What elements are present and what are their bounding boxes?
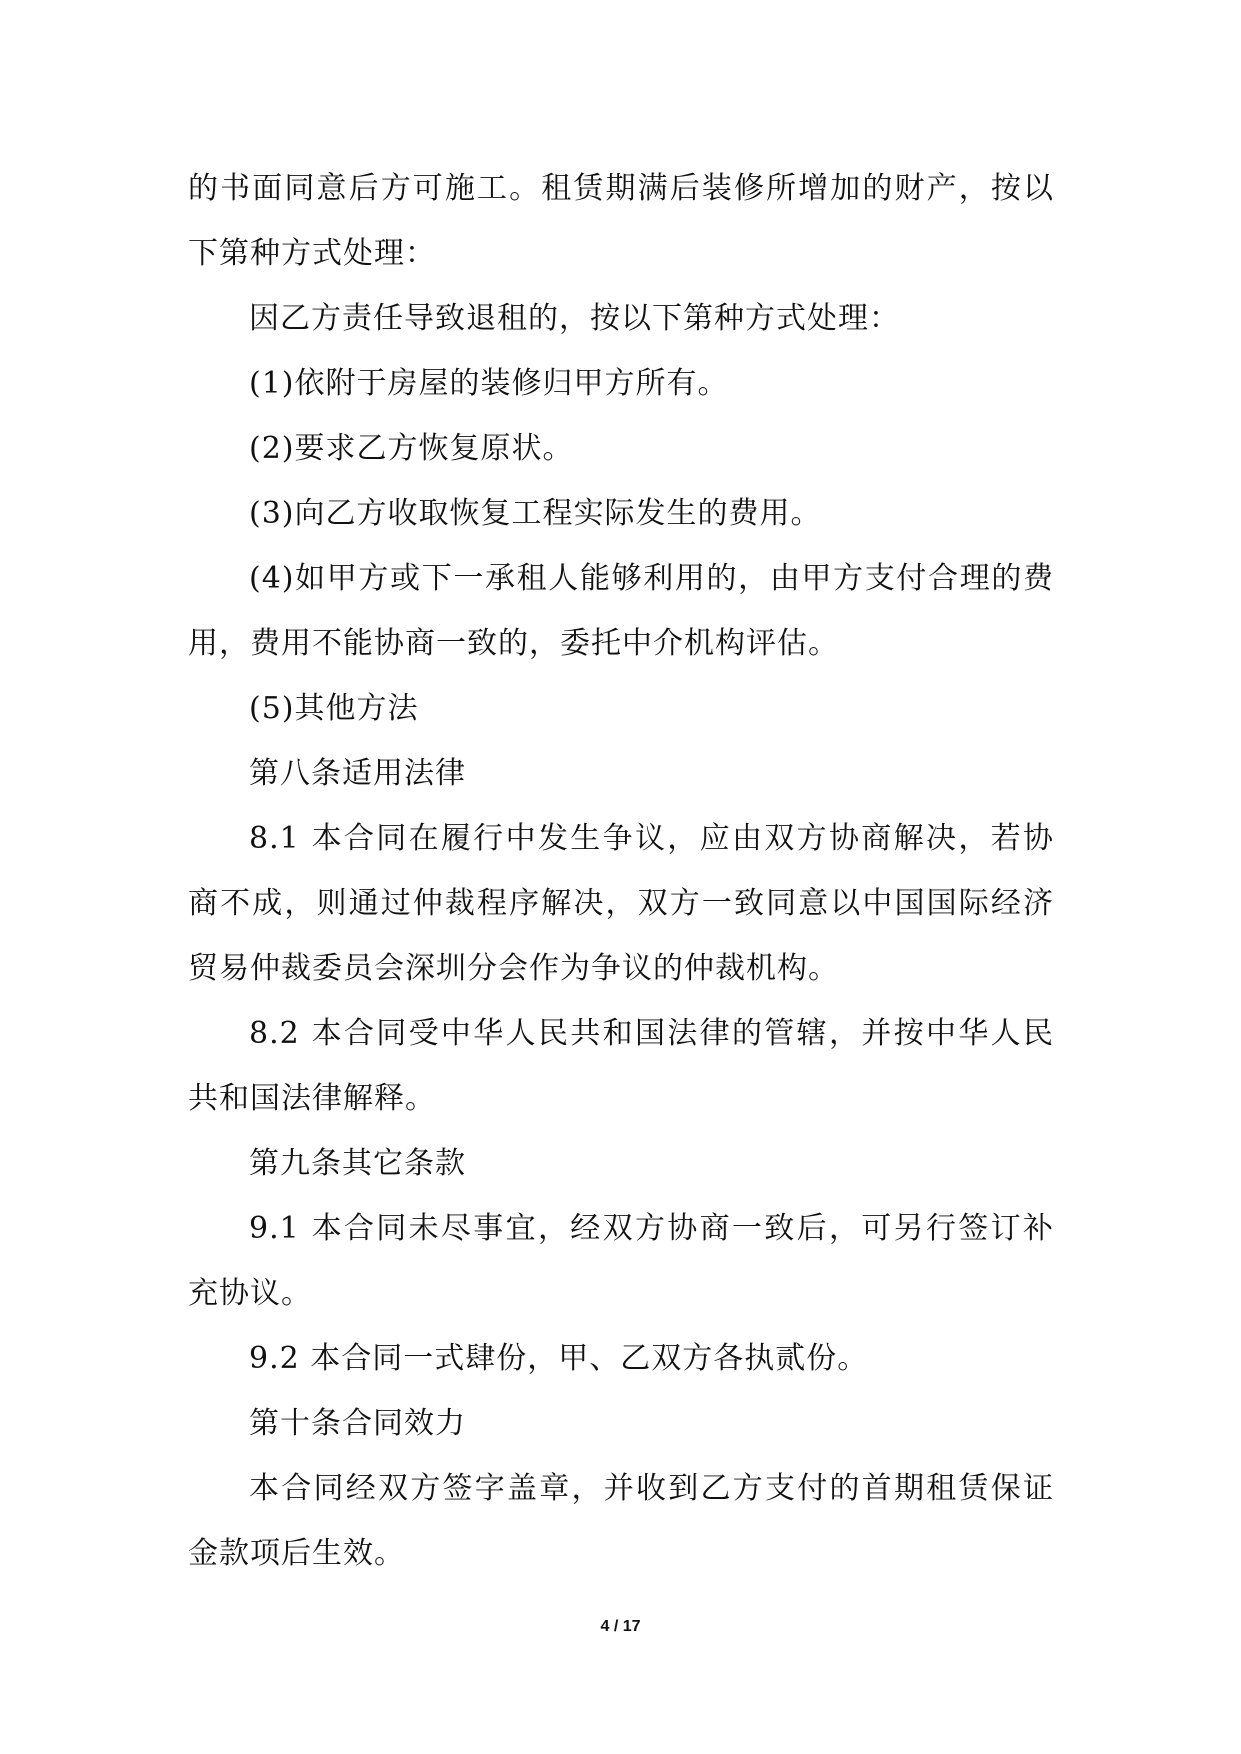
option-3: (3)向乙方收取恢复工程实际发生的费用。 <box>249 496 822 531</box>
document-body <box>188 156 1054 1586</box>
page-number: 4 / 17 <box>600 1618 641 1635</box>
paragraph-early-termination: 因乙方责任导致退租的，按以下第种方式处理： <box>249 301 900 336</box>
article-9-heading: 第九条其它条款 <box>249 1146 466 1181</box>
option-4: (4)如甲方或下一承租人能够利用的，由甲方支付合理的费用，费用不能协商一致的，委托中介机构评估。 <box>188 561 1054 661</box>
clause-9-1: 9.1 本合同未尽事宜，经双方协商一致后，可另行签订补充协议。 <box>188 1211 1054 1311</box>
paragraph-continuation: 的书面同意后方可施工。租赁期满后装修所增加的财产，按以下第种方式处理： <box>188 171 1054 271</box>
option-5: (5)其他方法 <box>249 691 419 726</box>
clause-10-effect: 本合同经双方签字盖章，并收到乙方支付的首期租赁保证金款项后生效。 <box>188 1471 1054 1571</box>
clause-9-2: 9.2 本合同一式肆份，甲、乙双方各执贰份。 <box>249 1341 869 1376</box>
option-1: (1)依附于房屋的装修归甲方所有。 <box>249 366 729 401</box>
clause-8-2: 8.2 本合同受中华人民共和国法律的管辖，并按中华人民共和国法律解释。 <box>188 1016 1054 1116</box>
article-8-heading: 第八条适用法律 <box>249 756 466 791</box>
option-2: (2)要求乙方恢复原状。 <box>249 431 574 466</box>
article-10-heading: 第十条合同效力 <box>249 1406 466 1441</box>
clause-8-1: 8.1 本合同在履行中发生争议，应由双方协商解决，若协商不成，则通过仲裁程序解决，双方一致同意以中国国际经济贸易仲裁委员会深圳分会作为争议的仲裁机构。 <box>188 821 1054 986</box>
